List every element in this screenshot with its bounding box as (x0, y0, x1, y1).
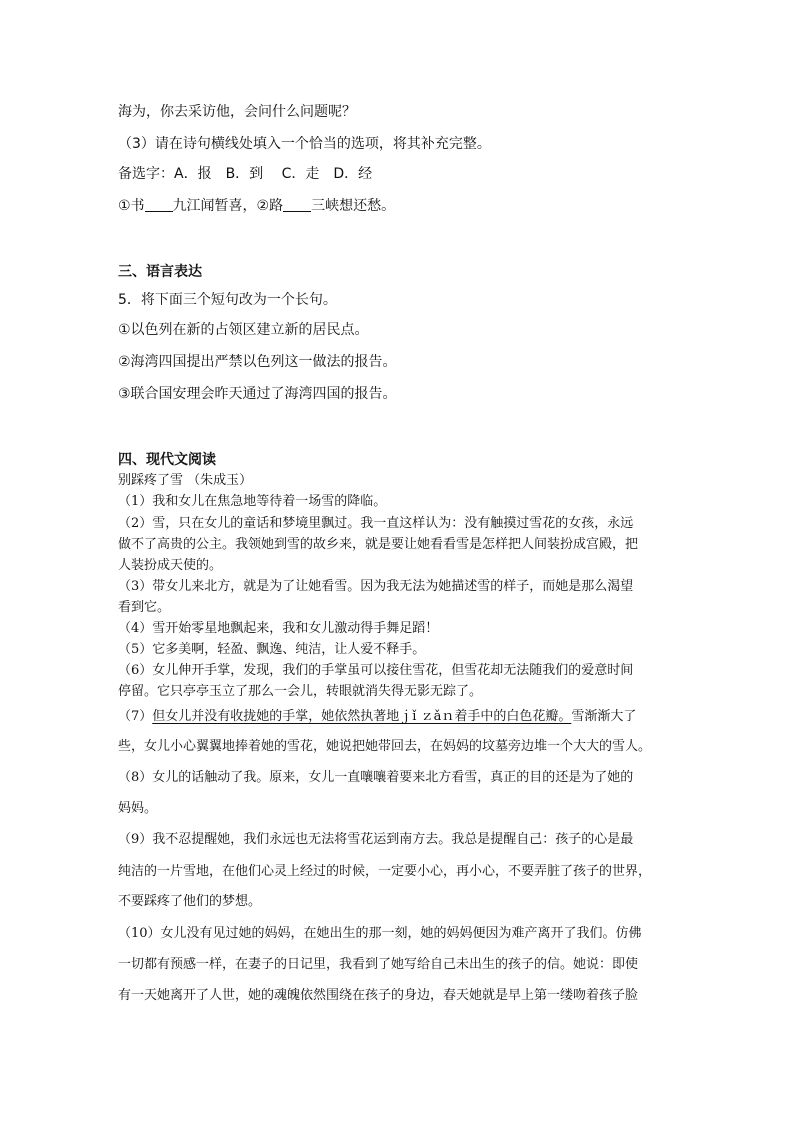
poem-blank-1[interactable] (145, 197, 173, 212)
question-4-tail: 海为，你去采访他，会问什么问题呢？ (118, 104, 356, 120)
paragraph-10-line-1: （10）女儿没有见过她的妈妈，在她出生的那一刻，她的妈妈便因为难产离开了我们。仿佛 (118, 926, 642, 941)
paragraph-7-number: （7） (118, 709, 153, 724)
paragraph-8-line-1: （8）女儿的话触动了我。原来，女儿一直嚷嚷着要来北方看雪，真正的目的还是为了她的 (118, 770, 634, 785)
question-4-options: 备选字：A．报 B．到 C．走 D．经 (118, 166, 373, 182)
sentence-2: ②海湾四国提出严禁以色列这一做法的报告。 (118, 354, 397, 370)
paragraph-9-line-1: （9）我不忍提醒她，我们永远也无法将雪花运到南方去。我总是提醒自己：孩子的心是最 (118, 832, 634, 847)
poem-part-2: 九江闻暂喜，②路 (172, 198, 284, 214)
paragraph-7-line-2: 些，女儿小心翼翼地捧着她的雪花，她说把她带回去，在妈妈的坟墓旁边堆一个大大的雪人。 (118, 739, 652, 754)
paragraph-2-line-1: （2）雪，只在女儿的童话和梦境里飘过。我一直这样认为：没有触摸过雪花的女孩，永远 (118, 516, 634, 531)
paragraph-10-line-3: 有一天她离开了人世，她的魂魄依然围绕在孩子的身边，春天她就是早上第一缕吻着孩子脸 (118, 988, 639, 1003)
paragraph-9-line-3: 不要踩疼了他们的梦想。 (118, 894, 262, 909)
paragraph-7-underlined-sentence: 但女儿并没有收拢她的手掌，她依然执著地ｊǐ ｚǎｎ着手中的白色花瓣。 (152, 709, 572, 724)
question-5: 5．将下面三个短句改为一个长句。 (118, 292, 337, 308)
question-4-poem (118, 196, 395, 216)
paragraph-10-line-2: 一切都有预感一样，在妻子的日记里，我看到了她写给自己未出生的孩子的信。她说：即使 (118, 957, 639, 972)
article-title: 别踩疼了雪 （朱成玉） (118, 473, 253, 488)
poem-part-3: 三峡想还愁。 (311, 198, 396, 214)
paragraph-1: （1）我和女儿在焦急地等待着一场雪的降临。 (118, 494, 387, 509)
paragraph-2-line-2: 做不了高贵的公主。我领她到雪的故乡来，就是要让她看看雪是怎样把人间装扮成宫殿，把 (118, 537, 639, 552)
question-4-part-3: （3）请在诗句横线处填入一个恰当的选项，将其补充完整。 (118, 136, 491, 152)
paragraph-6-line-1: （6）女儿伸开手掌，发现，我们的手掌虽可以接住雪花，但雪花却无法随我们的爱意时间 (118, 663, 634, 678)
poem-part-1: ①书 (118, 198, 145, 214)
paragraph-2-line-3: 人装扮成天使的。 (118, 558, 223, 573)
section-3-title: 三、语言表达 (118, 264, 202, 280)
paragraph-5: （5）它多美啊，轻盈、飘逸、纯洁，让人爱不释手。 (118, 642, 426, 657)
paragraph-7-rest: 雪渐渐大了 (571, 709, 637, 724)
paragraph-9-line-2: 纯洁的一片雪地，在他们心灵上经过的时候，一定要小心，再小心，不要弄脏了孩子的世界， (118, 864, 652, 879)
paragraph-3-line-1: （3）带女儿来北方，就是为了让她看雪。因为我无法为她描述雪的样子，而她是那么渴望 (118, 579, 634, 594)
section-4-title: 四、现代文阅读 (118, 452, 216, 468)
paragraph-4: （4）雪开始零星地飘起来，我和女儿激动得手舞足蹈！ (118, 621, 439, 636)
sentence-1: ①以色列在新的占领区建立新的居民点。 (118, 322, 369, 338)
paragraph-6-line-2: 停留。它只亭亭玉立了那么一会儿，转眼就消失得无影无踪了。 (118, 684, 483, 699)
paragraph-7-line-1 (118, 707, 636, 727)
paragraph-8-line-2: 妈妈。 (118, 801, 158, 816)
sentence-3: ③联合国安理会昨天通过了海湾四国的报告。 (118, 386, 397, 402)
paragraph-3-line-2: 看到它。 (118, 600, 171, 615)
poem-blank-2[interactable] (283, 197, 311, 212)
